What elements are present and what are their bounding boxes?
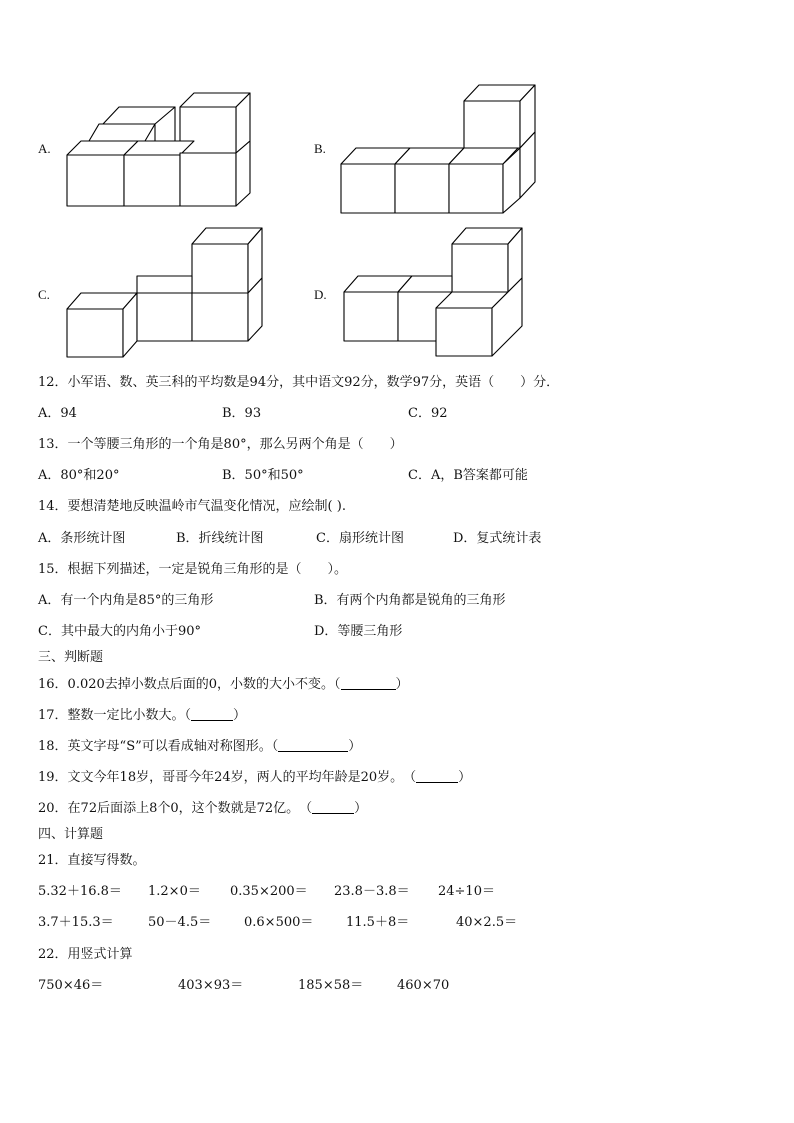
q13-option-c[interactable]: C．A，B答案都可能 [408, 468, 528, 483]
q14-option-a[interactable]: A．条形统计图 [38, 531, 126, 546]
q15-option-d[interactable]: D．等腰三角形 [314, 624, 403, 639]
q21-row2-item1: 3.7＋15.3＝ [38, 915, 114, 930]
q13-option-b[interactable]: B．50°和50° [222, 468, 304, 483]
q19-stem: 19．文文今年18岁，哥哥今年24岁，两人的平均年龄是20岁。 （ [38, 770, 417, 785]
q20-stem: 20．在72后面添上8个0，这个数就是72亿。 （ [38, 801, 313, 816]
option-b-label: B. [314, 141, 326, 156]
option-a-label: A. [38, 141, 51, 156]
q16-end: ） [395, 677, 409, 692]
q15-option-c[interactable]: C．其中最大的内角小于90° [38, 624, 201, 639]
question-17 [38, 708, 246, 724]
question-18 [38, 739, 361, 755]
q18-stem: 18．英文字母“S”可以看成轴对称图形。（ [38, 739, 279, 754]
option-d-label: D. [314, 287, 327, 302]
question-15: 15．根据下列描述，一定是锐角三角形的是（ ）。 [38, 562, 348, 577]
q22-item2: 403×93＝ [178, 978, 244, 993]
q21-row2-item3: 0.6×500＝ [244, 915, 314, 930]
q13-option-a[interactable]: A．80°和20° [38, 468, 120, 483]
question-20 [38, 801, 367, 817]
question-21: 21．直接写得数。 [38, 853, 146, 868]
question-16 [38, 677, 409, 693]
q22-item1: 750×46＝ [38, 978, 104, 993]
q16-stem: 16．0.020去掉小数点后面的0，小数的大小不变。（ [38, 677, 341, 692]
q17-end: ） [233, 708, 247, 723]
section-heading-judgment: 三、判断题 [38, 650, 104, 665]
q17-stem: 17．整数一定比小数大。（ [38, 708, 192, 723]
q21-row1-item1: 5.32＋16.8＝ [38, 884, 122, 899]
q12-option-a[interactable]: A．94 [38, 406, 77, 421]
q14-option-b[interactable]: B．折线统计图 [176, 531, 264, 546]
q17-answer-blank[interactable] [191, 708, 233, 721]
q15-option-b[interactable]: B．有两个内角都是锐角的三角形 [314, 593, 506, 608]
q19-answer-blank[interactable] [416, 770, 458, 783]
section-heading-calculation: 四、计算题 [38, 827, 104, 842]
q21-row2-item4: 11.5＋8＝ [346, 915, 410, 930]
q12-option-b[interactable]: B．93 [222, 406, 262, 421]
q19-end: ） [458, 770, 472, 785]
question-13: 13．一个等腰三角形的一个角是80°，那么另两个角是（ ） [38, 437, 403, 452]
q18-end: ） [348, 739, 362, 754]
q12-option-c[interactable]: C．92 [408, 406, 448, 421]
q21-row1-item5: 24÷10＝ [438, 884, 495, 899]
q21-row1-item3: 0.35×200＝ [230, 884, 308, 899]
q21-row2-item2: 50－4.5＝ [148, 915, 212, 930]
q14-option-d[interactable]: D．复式统计表 [453, 531, 542, 546]
question-12: 12．小军语、数、英三科的平均数是94分，其中语文92分，数学97分，英语（ ）分． [38, 375, 560, 390]
q22-item3: 185×58＝ [298, 978, 364, 993]
q18-answer-blank[interactable] [278, 739, 348, 752]
q22-item4: 460×70 [397, 978, 450, 993]
q15-option-a[interactable]: A．有一个内角是85°的三角形 [38, 593, 214, 608]
question-14: 14．要想清楚地反映温岭市气温变化情况，应绘制( ). [38, 499, 346, 514]
q21-row2-item5: 40×2.5＝ [456, 915, 518, 930]
question-22: 22．用竖式计算 [38, 947, 133, 962]
option-c-label: C. [38, 287, 50, 302]
q20-answer-blank[interactable] [312, 801, 354, 814]
q20-end: ） [354, 801, 368, 816]
q14-option-c[interactable]: C．扇形统计图 [316, 531, 404, 546]
question-19 [38, 770, 471, 786]
q21-row1-item2: 1.2×0＝ [148, 884, 201, 899]
q21-row1-item4: 23.8－3.8＝ [334, 884, 410, 899]
q16-answer-blank[interactable] [341, 677, 396, 690]
